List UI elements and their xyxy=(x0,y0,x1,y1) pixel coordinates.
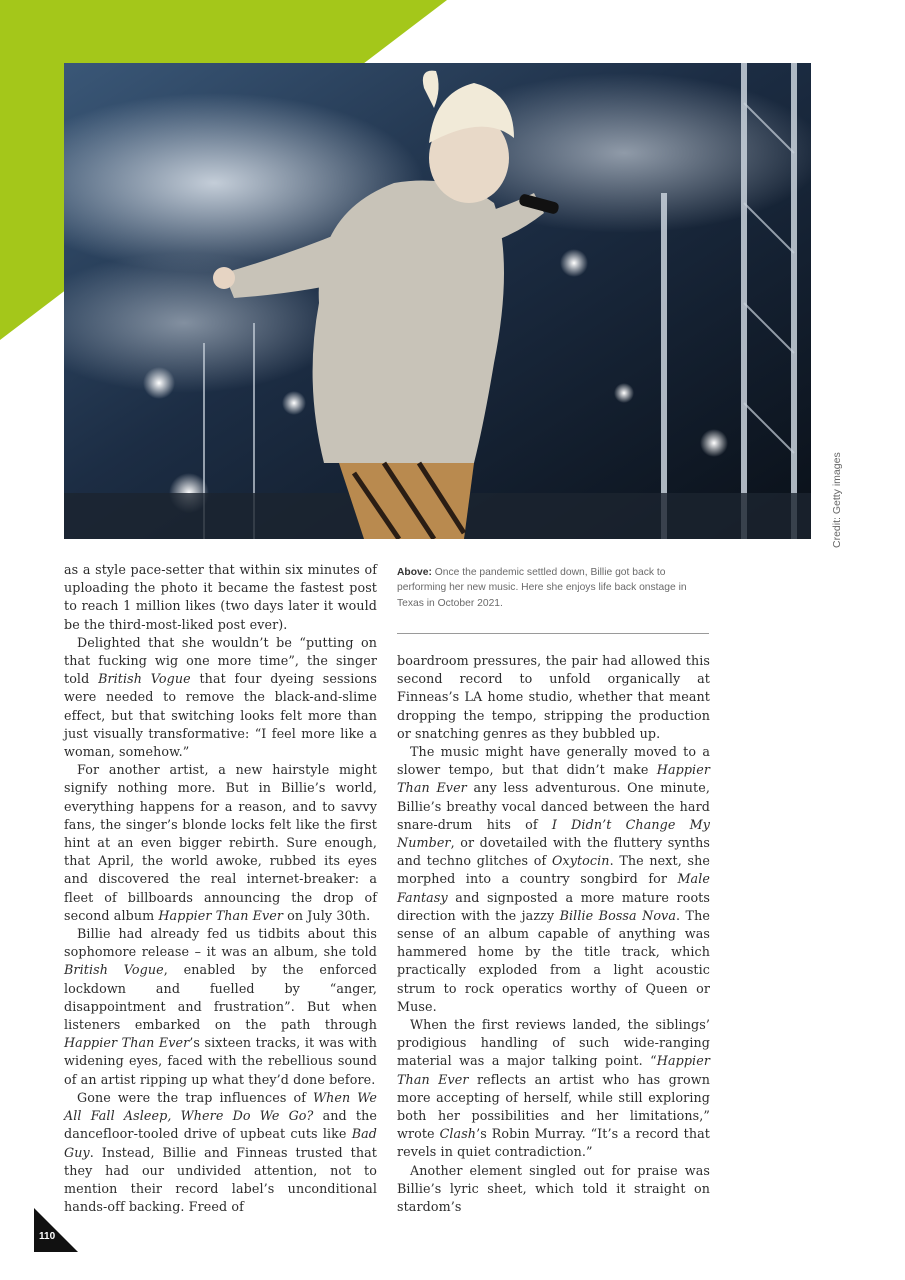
italic-title: British Vogue xyxy=(98,671,191,687)
italic-title: Happier Than Ever xyxy=(64,1035,190,1051)
paragraph-text: The music might have generally moved to a slower tempo, but that didn’t make xyxy=(397,744,710,778)
paragraph-text: ’s Robin Murray. “It’s a record that revels in quiet contradiction.” xyxy=(397,1126,710,1160)
page-number: 110 xyxy=(39,1231,56,1242)
concert-photo xyxy=(64,63,811,539)
article-column-left xyxy=(64,561,377,1216)
paragraph-text: Billie had already fed us tidbits about this sophomore release – it was an album, she told xyxy=(64,926,377,960)
article-column-right xyxy=(397,652,710,1216)
article-paragraph xyxy=(64,634,377,761)
italic-title: I Didn’t Change My Number xyxy=(397,816,711,851)
page-number-tab xyxy=(34,1208,78,1252)
article-paragraph xyxy=(64,925,377,1089)
article-paragraph xyxy=(64,761,377,925)
photo-caption xyxy=(397,565,709,611)
paragraph-text: and signposted a more mature roots direction with the jazzy xyxy=(397,889,710,923)
article-paragraph xyxy=(397,1016,710,1162)
article-paragraph xyxy=(64,561,377,634)
paragraph-text: Another element singled out for praise was Billie’s lyric sheet, which told it straight on stardom’s xyxy=(397,1162,710,1215)
article-paragraph xyxy=(397,1162,710,1217)
italic-title: Billie Bossa Nova xyxy=(559,907,676,923)
caption-text: Once the pandemic settled down, Billie got back to performing her new music. Here she enjoys life back onstage in Texas in October 2021. xyxy=(397,567,687,609)
italic-title: Happier Than Ever xyxy=(397,762,710,796)
paragraph-text: boardroom pressures, the pair had allowed this second record to unfold organically at Finneas’s LA home studio, whether that meant dropping the tempo, stripping the production or snatching genres as they bubbled up. xyxy=(397,653,710,741)
article-paragraph xyxy=(397,652,710,743)
article-paragraph xyxy=(397,743,710,1016)
paragraph-text: ’s sixteen tracks, it was with widening eyes, faced with the rebellious sound of an artist ripping up what they’d done before. xyxy=(64,1035,377,1087)
paragraph-text: , or dovetailed with the fluttery synths and techno glitches of xyxy=(397,835,710,869)
paragraph-text: When the first reviews landed, the siblings’ prodigious handling of such wide-ranging material was a major talking point. “ xyxy=(397,1017,710,1069)
italic-title: When We All Fall Asleep, Where Do We Go? xyxy=(64,1089,377,1124)
italic-title: British Vogue xyxy=(64,962,164,978)
paragraph-text: For another artist, a new hairstyle might signify nothing more. But in Billie’s world, everything happens for a reason, and to savvy fans, the singer’s blonde locks felt like the first hint at an even bigger rebirth. Sure enough, that April, the world awoke, rubbed its eyes and discovered the real internet-breaker: a fleet of billboards announcing the drop of second album xyxy=(64,762,377,923)
italic-title: Oxytocin xyxy=(551,853,610,869)
paragraph-text: as a style pace-setter that within six minutes of uploading the photo it became the fastest post to reach 1 million likes (two days later it would be the third-most-liked post ever). xyxy=(64,562,377,632)
paragraph-text: Gone were the trap influences of xyxy=(77,1089,313,1105)
italic-title: Happier Than Ever xyxy=(397,1053,710,1087)
paragraph-text: Delighted that she wouldn’t be “putting on that fucking wig one more time”, the singer told xyxy=(64,634,377,687)
paragraph-text: that four dyeing sessions were needed to remove the black-and-slime effect, but that switching looks felt more than just visually transformative: “I feel more like a woman, somehow.” xyxy=(64,671,377,760)
paragraph-text: and the dancefloor-tooled drive of upbeat cuts like xyxy=(64,1108,377,1142)
italic-title: Bad Guy xyxy=(64,1126,377,1160)
italic-title: Clash xyxy=(439,1126,477,1142)
article-paragraph xyxy=(64,1089,377,1216)
paragraph-text: , enabled by the enforced lockdown and fuelled by “anger, disappointment and frustration”. But when listeners embarked on the path through xyxy=(64,962,377,1033)
paragraph-text: . The sense of an album capable of anything was hammered home by the title track, which practically exploded from a light acoustic strum to rock operatics worthy of Queen or Muse. xyxy=(397,907,710,1014)
photo-credit: Credit: Getty images xyxy=(831,452,843,548)
paragraph-text: . The next, she morphed into a country songbird for xyxy=(397,853,710,887)
caption-label: Above: xyxy=(397,567,432,578)
paragraph-text: on July 30th. xyxy=(283,907,371,923)
italic-title: Male Fantasy xyxy=(397,871,710,905)
paragraph-text: any less adventurous. One minute, Billie’s breathy vocal danced between the hard snare-drum hits of xyxy=(397,780,710,832)
caption-divider xyxy=(397,633,709,634)
paragraph-text: . Instead, Billie and Finneas trusted that they had our undivided attention, not to mention their record label’s unconditional hands-off backing. Freed of xyxy=(64,1144,377,1215)
italic-title: Happier Than Ever xyxy=(158,907,284,923)
paragraph-text: reflects an artist who has grown more accepting of herself, while still exploring both her possibilities and her limitations,” wrote xyxy=(397,1071,711,1142)
